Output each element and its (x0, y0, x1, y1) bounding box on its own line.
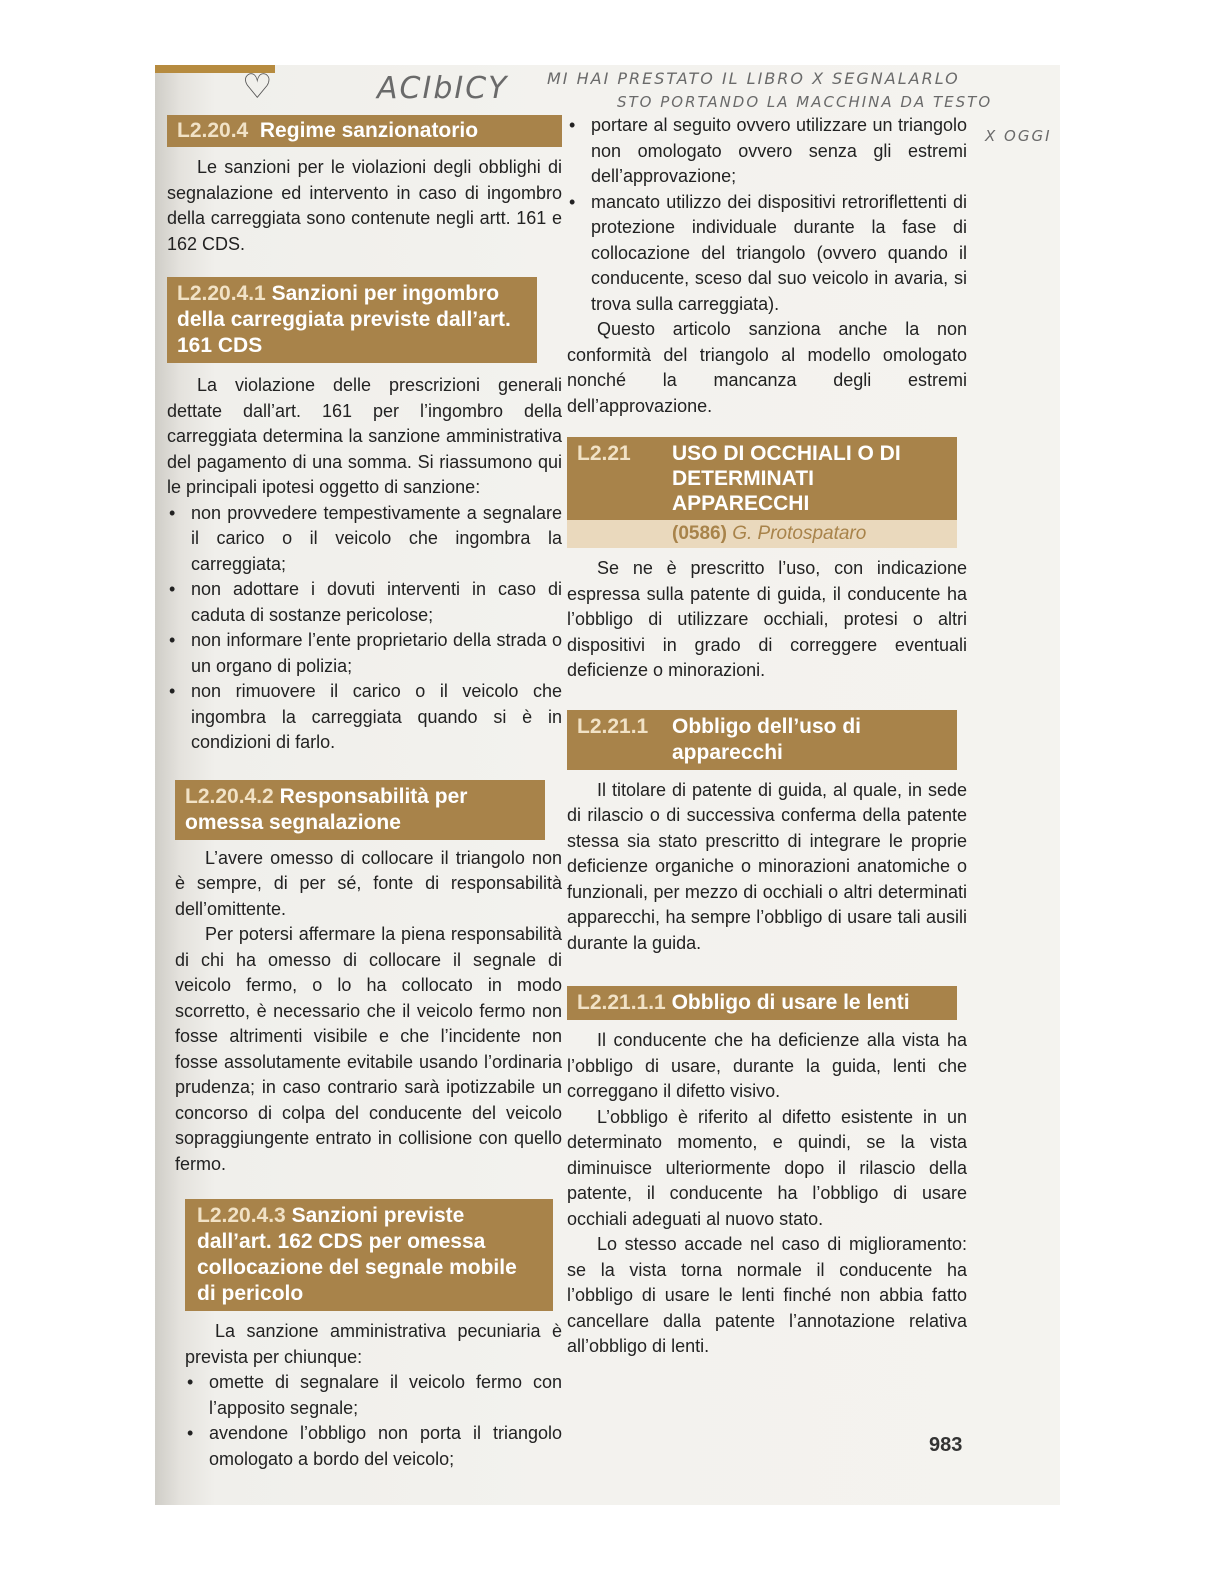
chapter-author-row (567, 520, 957, 548)
list-item: • avendone l’obbligo non porta il triangolo omologato a bordo del veicolo; (205, 1421, 562, 1472)
list-item: • non provvedere tempestivamente a segnalare il carico o il veicolo che ingombra la carreggiata; (187, 501, 562, 578)
section-heading-sanzioni-161 (167, 277, 537, 363)
paragraph: L’obbligo è riferito al difetto esistente in un determinato momento, e quindi, se la vista diminuisce ulteriormente dopo il rilascio della patente, il conducente ha l’obbligo di usare occhiali adeguati al nuovo stato. (567, 1106, 967, 1229)
paragraph: Se ne è prescritto l’uso, con indicazione espressa sulla patente di guida, il conducente ha l’obbligo di utilizzare occhiali, protesi o altri dispositivi in grado di correggere eventuali deficienze o minorazioni. (567, 558, 967, 680)
paragraph: Questo articolo sanziona anche la non conformità del triangolo al modello omologato nonché la mancanza degli estremi dell’approvazione. (567, 319, 967, 416)
section-title: Obbligo di usare le lenti (671, 991, 910, 1014)
section-title: Responsabilità per omessa segnalazione (185, 784, 468, 834)
handwritten-code: ACIbICY (377, 71, 509, 106)
list-sanzioni-161 (167, 501, 562, 756)
handwritten-note-line-2: STO PORTANDO LA MACCHINA DA TESTO (617, 93, 993, 111)
section-heading-sanzioni-162 (185, 1199, 553, 1311)
list-item: • portare al seguito ovvero utilizzare un triangolo non omologato ovvero senza gli estremi dell’approvazione; (587, 113, 967, 190)
list-item: • omette di segnalare il veicolo fermo con l’apposito segnale; (205, 1370, 562, 1421)
section-number: L2.21 (577, 442, 631, 465)
paragraph: La sanzione amministrativa pecuniaria è prevista per chiunque: (185, 1321, 562, 1367)
section-number: L2.20.4.1 (177, 282, 266, 305)
chapter-heading-block (567, 437, 957, 548)
page-number: 983 (929, 1434, 963, 1456)
section-title: Obbligo dell’uso di apparecchi (672, 714, 861, 764)
paragraph: Lo stesso accade nel caso di miglioramento: se la vista torna normale il conducente ha l’obbligo di usare le lenti finché non abbia fatto cancellare dalla patente l’annotazione relativa all’obbligo di lenti. (567, 1234, 967, 1356)
paragraph: Il titolare di patente di guida, al quale, in sede di rilascio o di successiva conferma della patente stessa sia stato prescritto di integrare le proprie deficienze organiche o minorazioni anatomiche o funzionali, per mezzo di occhiali o altri determinati apparecchi, ha sempre l’obbligo di usare tali ausili durante la guida. (567, 779, 967, 953)
paragraph: Il conducente che ha deficienze alla vista ha l’obbligo di usare, durante la guida, lenti che correggano il difetto visivo. (567, 1030, 967, 1101)
section-number: L2.20.4 (177, 119, 249, 142)
list-item: • mancato utilizzo dei dispositivi retroriflettenti di protezione individuale durante la fase di collocazione del triangolo (ovvero quando il conducente, sceso dal suo veicolo in avaria, si trova sulla carreggiata). (587, 190, 967, 318)
section-title: Regime sanzionatorio (259, 119, 479, 142)
right-column (567, 113, 967, 1360)
chapter-heading-uso-occhiali (567, 437, 957, 520)
section-heading-responsabilita (175, 780, 545, 840)
section-number: L2.21.1.1 (577, 991, 666, 1014)
paragraph: Le sanzioni per le violazioni degli obblighi di segnalazione ed intervento in caso di ingombro della carreggiata sono contenute negli artt. 161 e 162 CDS. (167, 157, 562, 254)
section-number: L2.21.1 (577, 714, 649, 738)
paragraph: La violazione delle prescrizioni generali dettate dall’art. 161 per l’ingombro della carreggiata determina la sanzione amministrativa del pagamento di una somma. Si riassumono qui le principali ipotesi oggetto di sanzione: (167, 375, 562, 497)
section-number: L2.20.4.3 (197, 1204, 286, 1227)
section-heading-obbligo-lenti (567, 986, 957, 1020)
paragraph: Per potersi affermare la piena responsabilità di chi ha omesso di collocare il segnale di veicolo fermo, o lo ha collocato in modo scorretto, è necessario che il veicolo fermo non fosse altrimenti visibile e che l’incidente non fosse assolutamente evitabile usando l’ordinaria prudenza; in caso contrario sarà ipotizzabile un concorso di colpa del conducente del veicolo sopraggiungente entrato in collisione con quello fermo. (175, 924, 562, 1174)
book-page (155, 65, 1060, 1505)
section-heading-obbligo-apparecchi (567, 710, 957, 770)
list-item: • non informare l’ente proprietario della strada o un organo di polizia; (187, 628, 562, 679)
section-number: L2.20.4.2 (185, 784, 274, 808)
section-title: Sanzioni per ingombro della carreggiata previste dall’art. 161 CDS (177, 282, 511, 357)
paragraph: L’avere omesso di collocare il triangolo non è sempre, di per sé, fonte di responsabilità dell’omittente. (175, 847, 562, 919)
chapter-code: (0586) (672, 523, 727, 544)
left-column (167, 115, 562, 1472)
handwritten-note-line-1: MI HAI PRESTATO IL LIBRO X SEGNALARLO (547, 69, 960, 88)
section-title: USO DI OCCHIALI O DI DETERMINATI APPARECCHI (672, 442, 901, 515)
list-item: • non rimuovere il carico o il veicolo che ingombra la carreggiata quando si è in condizioni di farlo. (187, 679, 562, 756)
section-title: Sanzioni previste dall’art. 162 CDS per omessa collocazione del segnale mobile di pericolo (197, 1204, 517, 1305)
handwritten-note-line-3: X OGGI (985, 127, 1052, 145)
list-item: • non adottare i dovuti interventi in caso di caduta di sostanze pericolose; (187, 577, 562, 628)
chapter-author: G. Protospataro (732, 523, 867, 544)
list-sanzioni-162 (185, 1370, 562, 1472)
list-sanzioni-162-cont (567, 113, 967, 317)
section-heading-regime (167, 115, 562, 147)
handwritten-heart: ♡ (242, 67, 275, 107)
